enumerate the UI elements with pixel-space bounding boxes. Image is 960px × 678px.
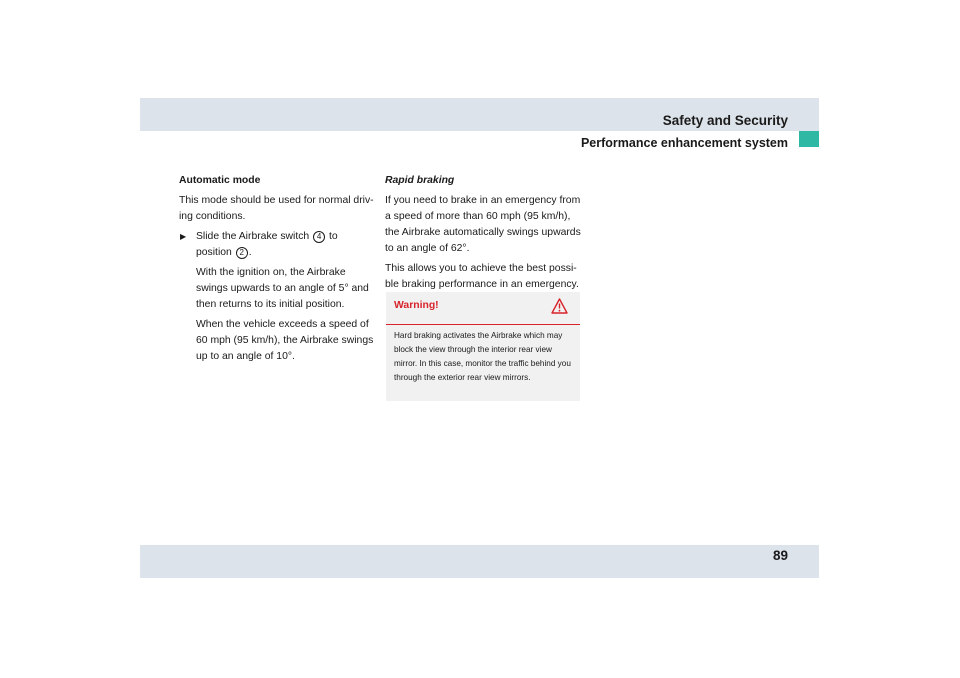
rapid-braking-heading: Rapid braking (385, 175, 455, 186)
automatic-mode-intro: This mode should be used for normal driv-ing conditions. (179, 195, 374, 222)
section-accent-tab (799, 131, 819, 147)
warning-title: Warning! (394, 300, 439, 311)
warning-body-text: Hard braking activates the Airbrake which may block the view through the interior rear view mirror. In this case, monitor the traffic behind you through the exterior rear view mirrors. (394, 331, 571, 382)
section-title: Safety and Security (662, 113, 788, 128)
left-column (179, 173, 375, 369)
instruction-step: ▶ Slide the Airbrake switch 4 to position 2 . (180, 231, 338, 258)
emergency-paragraph: If you need to brake in an emergency from a speed of more than 60 mph (95 km/h), the Airbrake automatically swings upwards to an angle of 62°. (385, 195, 581, 254)
automatic-mode-heading: Automatic mode (179, 175, 261, 186)
warning-box (386, 292, 580, 401)
warning-triangle-icon (551, 298, 568, 314)
warning-header (386, 292, 580, 325)
bullet-arrow-icon: ▶ (180, 232, 187, 241)
sub-section-title: Performance enhancement system (580, 136, 788, 150)
speed-paragraph: When the vehicle exceeds a speed of 60 mph (95 km/h), the Airbrake swings up to an angle of 10°. (196, 319, 374, 362)
footer-band (140, 545, 819, 578)
page-number: 89 (772, 548, 788, 563)
right-column (385, 173, 581, 297)
ignition-paragraph: With the ignition on, the Airbrake swings upwards to an angle of 5° and then returns to its initial position. (196, 267, 369, 310)
braking-result-paragraph: This allows you to achieve the best possi-ble braking performance in an emergency. (385, 263, 579, 290)
position-number-badge: 2 (236, 247, 248, 259)
switch-number-badge: 4 (313, 231, 325, 243)
